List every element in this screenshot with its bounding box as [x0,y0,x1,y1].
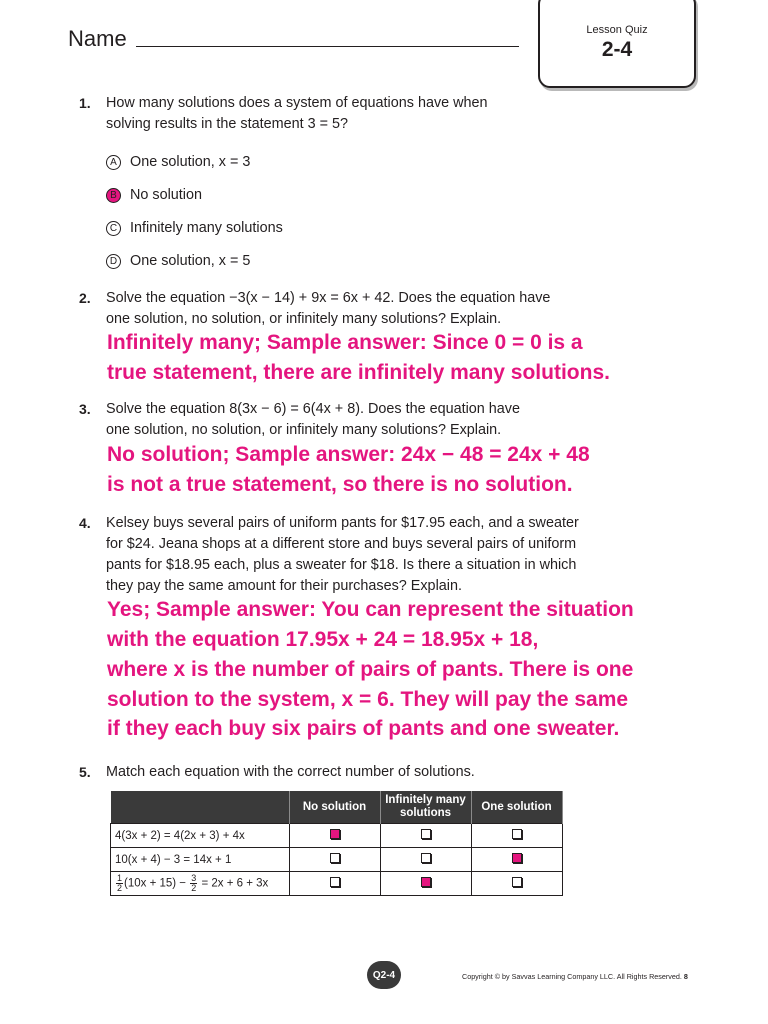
equation-part: (10x + 15) − [124,877,187,890]
lesson-quiz-tab [538,0,696,88]
page-badge: Q2-4 [367,961,401,989]
answer-line: where x is the number of pairs of pants. There is one [107,658,634,681]
answer-line: Yes; Sample answer: You can represent the situation [107,598,634,621]
question-text-line: solving results in the statement 3 = 5? [106,116,348,132]
question-number: 2. [79,290,91,306]
choice-bubble[interactable]: B [106,188,121,203]
question-text-line: Solve the equation 8(3x − 6) = 6(4x + 8). Does the equation have [106,401,521,417]
checkbox-cell[interactable] [289,872,380,896]
choice-c[interactable] [106,218,283,239]
checkbox-cell[interactable] [380,824,471,848]
name-field-line[interactable] [136,46,519,47]
checkbox[interactable] [421,829,431,839]
question-text-line: pants for $18.95 each, plus a sweater for $18. Is there a situation in which [106,557,577,573]
choice-label: One solution, x = 3 [130,154,251,170]
quiz-label: Lesson Quiz [586,24,648,36]
fraction-numerator: 3 [191,873,197,883]
question-text-line: Solve the equation −3(x − 14) + 9x = 6x + 42. Does the equation have [106,290,551,306]
question-text-line: for $24. Jeana shops at a different store and buys several pairs of uniform [106,536,577,552]
checkbox[interactable] [330,853,340,863]
checkbox[interactable] [330,829,340,839]
answer-line: if they each buy six pairs of pants and one sweater. [107,717,620,740]
question-text-line: one solution, no solution, or infinitely many solutions? Explain. [106,311,502,327]
choice-label: No solution [130,187,202,203]
table-row [111,848,563,872]
checkbox[interactable] [330,877,340,887]
fraction-denominator: 2 [117,883,123,893]
question-number: 1. [79,95,91,111]
answer-line: with the equation 17.95x + 24 = 18.95x + 18, [107,628,539,651]
answer-line: is not a true statement, so there is no solution. [107,473,573,496]
quiz-number: 2-4 [601,38,633,61]
choice-d[interactable] [106,251,250,272]
column-header: No solution [289,791,380,824]
choice-b[interactable] [106,185,202,206]
table-row [111,872,563,896]
table-header-empty [111,791,290,824]
checkbox-cell[interactable] [471,872,562,896]
equation-part: = 2x + 6 + 3x [201,877,269,890]
equation-cell: 10(x + 4) − 3 = 14x + 1 [111,848,290,872]
answer-line: No solution; Sample answer: 24x − 48 = 24x + 48 [107,443,590,466]
copyright-text [462,972,688,981]
question-text-line: one solution, no solution, or infinitely many solutions? Explain. [106,422,502,438]
checkbox[interactable] [421,853,431,863]
matching-table [110,791,563,896]
fraction-numerator: 1 [117,873,123,883]
question-text-line: How many solutions does a system of equations have when [106,95,488,111]
choice-label: Infinitely many solutions [130,220,283,236]
table-header-row [111,791,563,824]
checkbox-cell[interactable] [380,872,471,896]
name-label: Name [68,26,127,51]
choice-bubble[interactable]: A [106,155,121,170]
table-row [111,824,563,848]
choice-bubble[interactable]: D [106,254,121,269]
page-number: 8 [683,972,688,981]
question-text-line: Kelsey buys several pairs of uniform pants for $17.95 each, and a sweater [106,515,579,531]
checkbox-cell[interactable] [471,848,562,872]
column-header: Infinitely many solutions [380,791,471,824]
checkbox[interactable] [421,877,431,887]
checkbox-cell[interactable] [380,848,471,872]
choice-a[interactable] [106,152,250,173]
checkbox[interactable] [512,877,522,887]
checkbox[interactable] [512,829,522,839]
question-number: 3. [79,401,91,417]
fraction [116,874,123,893]
checkbox-cell[interactable] [471,824,562,848]
answer-line: true statement, there are infinitely many solutions. [107,361,610,384]
question-text-line: they pay the same amount for their purchases? Explain. [106,578,462,594]
choice-bubble[interactable]: C [106,221,121,236]
equation-cell: 4(3x + 2) = 4(2x + 3) + 4x [111,824,290,848]
copyright-label: Copyright © by Savvas Learning Company LLC. All Rights Reserved. [462,972,682,981]
question-number: 4. [79,515,91,531]
column-header: One solution [471,791,562,824]
question-number: 5. [79,764,91,780]
checkbox-cell[interactable] [289,824,380,848]
checkbox[interactable] [512,853,522,863]
checkbox-cell[interactable] [289,848,380,872]
fraction [190,874,197,893]
fraction-denominator: 2 [191,883,197,893]
answer-line: Infinitely many; Sample answer: Since 0 = 0 is a [107,331,583,354]
choice-label: One solution, x = 5 [130,253,251,269]
equation-cell [111,872,290,896]
question-text: Match each equation with the correct number of solutions. [106,764,475,780]
answer-line: solution to the system, x = 6. They will pay the same [107,688,629,711]
